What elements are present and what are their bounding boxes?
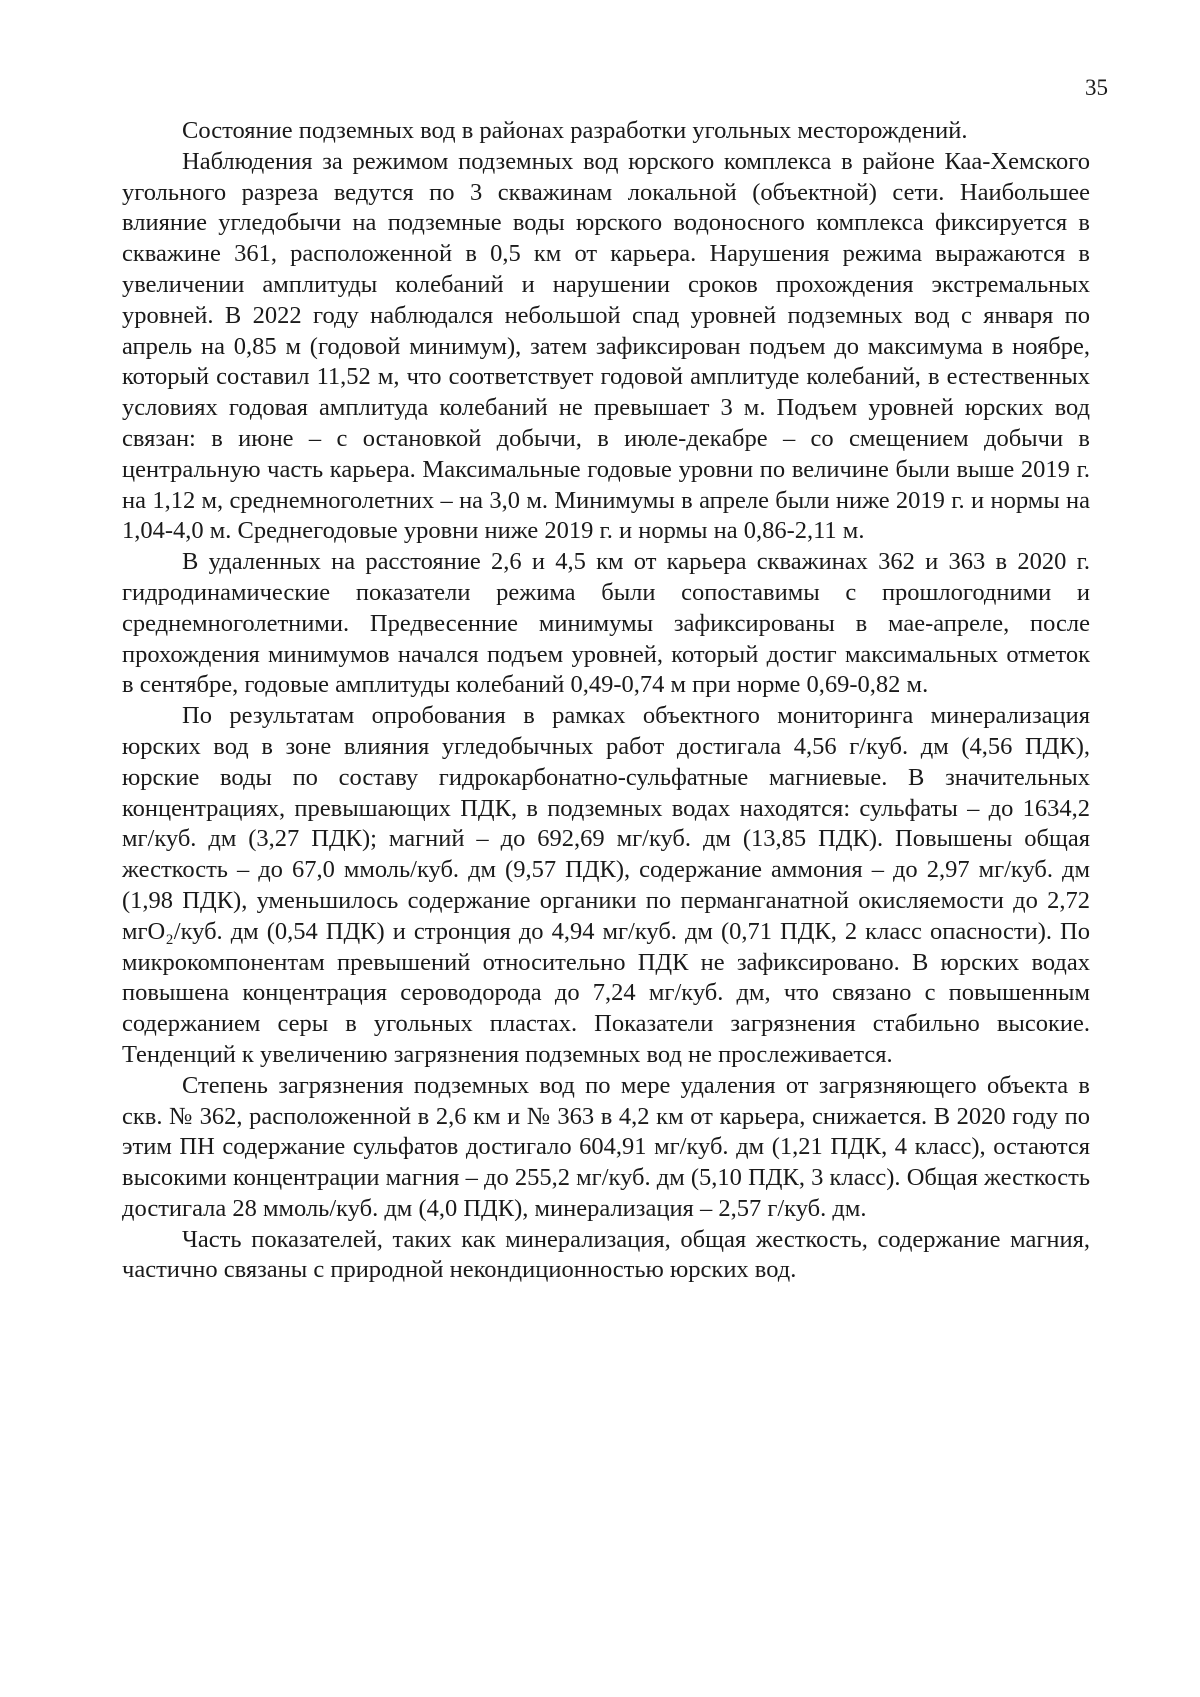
paragraph-natural-factors: Часть показателей, таких как минерализация, общая жесткость, содержание магния, частично связаны с природной некондиционностью юрских вод. bbox=[122, 1225, 1090, 1284]
page-number: 35 bbox=[1085, 75, 1108, 100]
paragraph-remote-wells: В удаленных на расстояние 2,6 и 4,5 км от карьера скважинах 362 и 363 в 2020 г. гидродинамические показатели режима были сопоставимы с прошлогодними и среднемноголетними. Предвесенние минимумы зафиксированы в мае-апреле, после прохождения минимумов начался подъем уровней, который достиг максимальных отметок в сентябре, годовые амплитуды колебаний 0,49-0,74 м при норме 0,69-0,82 м. bbox=[122, 548, 1090, 699]
paragraph-kaa-khem-observations: Наблюдения за режимом подземных вод юрского комплекса в районе Каа-Хемского угольного разреза ведутся по 3 скважинам локальной (объектной) сети. Наибольшее влияние угледобычи на подземные воды юрского водоносного комплекса фиксируется в скважине 361, расположенной в 0,5 км от карьера. Нарушения режима выражаются в увеличении амплитуды колебаний и нарушении сроков прохождения экстремальных уровней. В 2022 году наблюдался небольшой спад уровней подземных вод с января по апрель на 0,85 м (годовой минимум), затем зафиксирован подъем до максимума в ноябре, который составил 11,52 м, что соответствует годовой амплитуде колебаний, в естественных условиях годовая амплитуда колебаний не превышает 3 м. Подъем уровней юрских вод связан: в июне – с остановкой добычи, в июле-декабре – со смещением добычи в центральную часть карьера. Максимальные годовые уровни по величине были выше 2019 г. на 1,12 м, среднемноголетних – на 3,0 м. Минимумы в апреле были ниже 2019 г. и нормы на 1,04-4,0 м. Среднегодовые уровни ниже 2019 г. и нормы на 0,86-2,11 м. bbox=[122, 147, 1090, 545]
paragraph-heading: Состояние подземных вод в районах разработки угольных месторождений. bbox=[182, 117, 968, 144]
body-text bbox=[122, 116, 1090, 1286]
paragraph-pollution-degree: Степень загрязнения подземных вод по мере удаления от загрязняющего объекта в скв. № 362, расположенной в 2,6 км и № 363 в 4,2 км от карьера, снижается. В 2020 году по этим ПН содержание сульфатов достигало 604,91 мг/куб. дм (1,21 ПДК, 4 класс), остаются высокими концентрации магния – до 255,2 мг/куб. дм (5,10 ПДК, 3 класс). Общая жесткость достигала 28 ммоль/куб. дм (4,0 ПДК), минерализация – 2,57 г/куб. дм. bbox=[122, 1071, 1090, 1222]
paragraph-sampling-results: По результатам опробования в рамках объектного мониторинга минерализация юрских вод в зоне влияния угледобычных работ достигала 4,56 г/куб. дм (4,56 ПДК), юрские воды по составу гидрокарбонатно-сульфатные магниевые. В значительных концентрациях, превышающих ПДК, в подземных водах находятся: сульфаты – до 1634,2 мг/куб. дм (3,27 ПДК); магний – до 692,69 мг/куб. дм (13,85 ПДК). Повышены общая жесткость – до 67,0 ммоль/куб. дм (9,57 ПДК), содержание аммония – до 2,97 мг/куб. дм (1,98 ПДК), уменьшилось содержание органики по перманганатной окисляемости до 2,72 мгО₂/куб. дм (0,54 ПДК) и стронция до 4,94 мг/куб. дм (0,71 ПДК, 2 класс опасности). По микрокомпонентам превышений относительно ПДК не зафиксировано. В юрских водах повышена концентрация сероводорода до 7,24 мг/куб. дм, что связано с повышенным содержанием серы в угольных пластах. Показатели загрязнения стабильно высокие. Тенденций к увеличению загрязнения подземных вод не прослеживается. bbox=[122, 702, 1090, 1068]
